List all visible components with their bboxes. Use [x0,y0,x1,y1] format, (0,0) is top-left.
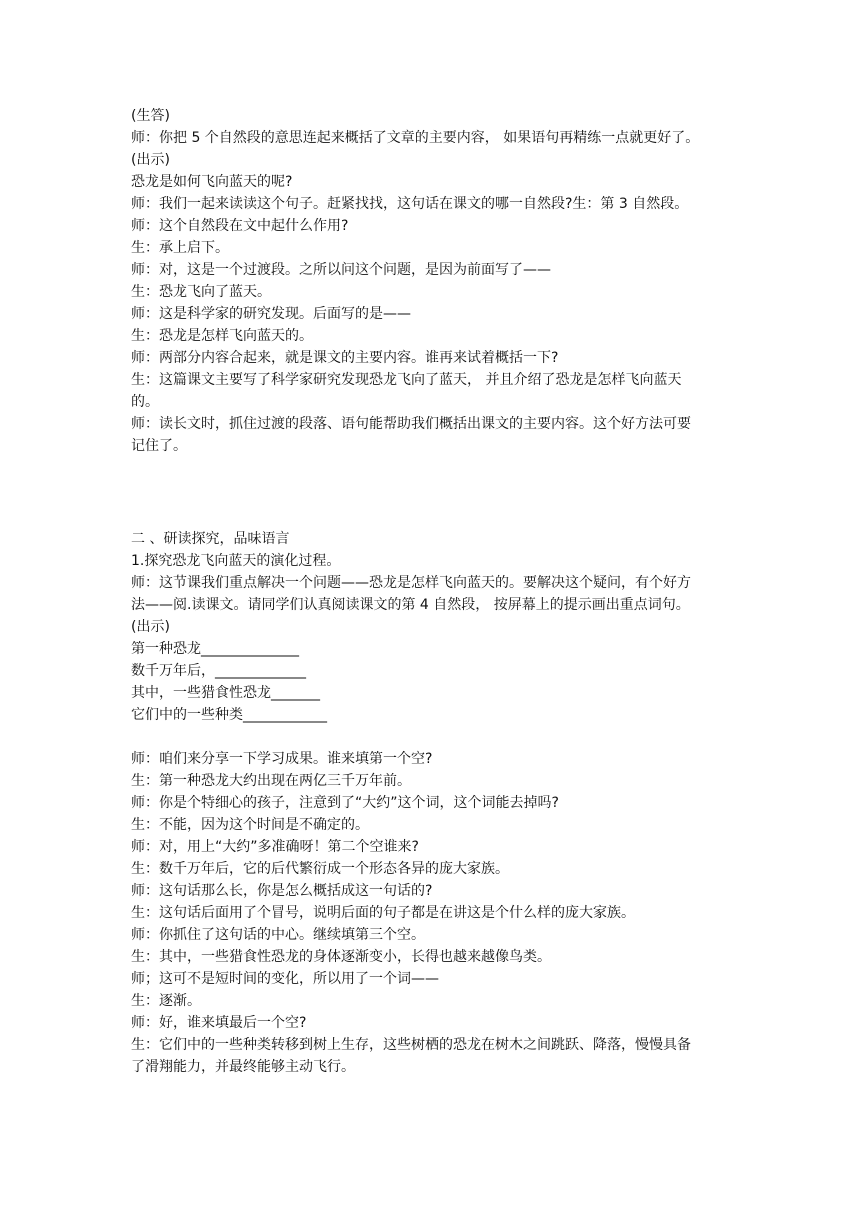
spacer [131,726,741,748]
text-line: 师：你是个特细心的孩子，注意到了“大约”这个词，这个词能去掉吗? [131,795,559,811]
text-line: 法——阅.读课文。请同学们认真阅读课文的第 4 自然段， 按屏幕上的提示画出重点词句。 [131,597,690,613]
text-line: 师：咱们来分享一下学习成果。谁来填第一个空? [131,751,433,767]
fill-blank-line: 第一种恐龙______________ [131,641,299,657]
text-line: 生：第一种恐龙大约出现在两亿三千万年前。 [131,773,411,789]
text-line: 师：你把 5 个自然段的意思连起来概括了文章的主要内容， 如果语句再精练一点就更好了。 [131,130,700,146]
text-line: (出示) [131,152,170,168]
text-line: 师：读长文时，抓住过渡的段落、语句能帮助我们概括出课文的主要内容。这个好方法可要 [131,416,691,432]
fill-blank-line: 数千万年后，_____________ [131,663,306,679]
text-line: 生：这句话后面用了个冒号，说明后面的句子都是在讲这是个什么样的庞大家族。 [131,905,635,921]
text-line: 生：其中，一些猎食性恐龙的身体逐渐变小，长得也越来越像鸟类。 [131,949,551,965]
text-line: 师：你抓住了这句话的中心。继续填第三个空。 [131,927,425,943]
text-line: 师：这个自然段在文中起什么作用? [131,218,349,234]
text-line: 生：恐龙是怎样飞向蓝天的。 [131,328,313,344]
text-line: 师：这节课我们重点解决一个问题——恐龙是怎样飞向蓝天的。要解决这个疑问，有个好方 [131,575,691,591]
text-line: 恐龙是如何飞向蓝天的呢? [131,174,293,190]
text-line: 师：两部分内容合起来，就是课文的主要内容。谁再来试着概括一下? [131,350,559,366]
text-line: 生：它们中的一些种类转移到树上生存，这些树栖的恐龙在树木之间跳跃、降落，慢慢具备 [131,1037,691,1053]
fill-blank-line: 它们中的一些种类____________ [131,707,327,723]
text-line: (生答) [131,108,170,124]
text-line: 生：恐龙飞向了蓝天。 [131,284,271,300]
text-line: 1.探究恐龙飞向蓝天的演化过程。 [131,553,341,569]
fill-blank-line: 其中，一些猎食性恐龙_______ [131,685,320,701]
text-line: 师：对，用上“大约”多准确呀！第二个空谁来? [131,839,419,855]
text-line: 师；这可不是短时间的变化，所以用了一个词—— [131,971,439,987]
dialogue-section-1 [131,105,741,457]
text-line: 生：这篇课文主要写了科学家研究发现恐龙飞向了蓝天， 并且介绍了恐龙是怎样飞向蓝天 [131,372,682,388]
text-line: 生：不能，因为这个时间是不确定的。 [131,817,369,833]
text-line: 的。 [131,394,159,410]
text-line: 师：好，谁来填最后一个空? [131,1015,307,1031]
text-line: 生：数千万年后，它的后代繁衍成一个形态各异的庞大家族。 [131,861,509,877]
text-line: 生：承上启下。 [131,240,229,256]
text-line: 记住了。 [131,438,187,454]
text-line: 了滑翔能力，并最终能够主动飞行。 [131,1059,355,1075]
text-line: 师：这是科学家的研究发现。后面写的是—— [131,306,411,322]
text-line: 师：这句话那么长，你是怎么概括成这一句话的? [131,883,433,899]
section-heading: 二 、研读探究，品味语言 [131,531,290,547]
text-line: 生：逐渐。 [131,993,201,1009]
text-line: 师：对，这是一个过渡段。之所以问这个问题，是因为前面写了—— [131,262,551,278]
text-line: (出示) [131,619,170,635]
dialogue-section-2 [131,528,741,1078]
text-line: 师：我们一起来读读这个句子。赶紧找找，这句话在课文的哪一自然段?生：第 3 自然段。 [131,196,689,212]
